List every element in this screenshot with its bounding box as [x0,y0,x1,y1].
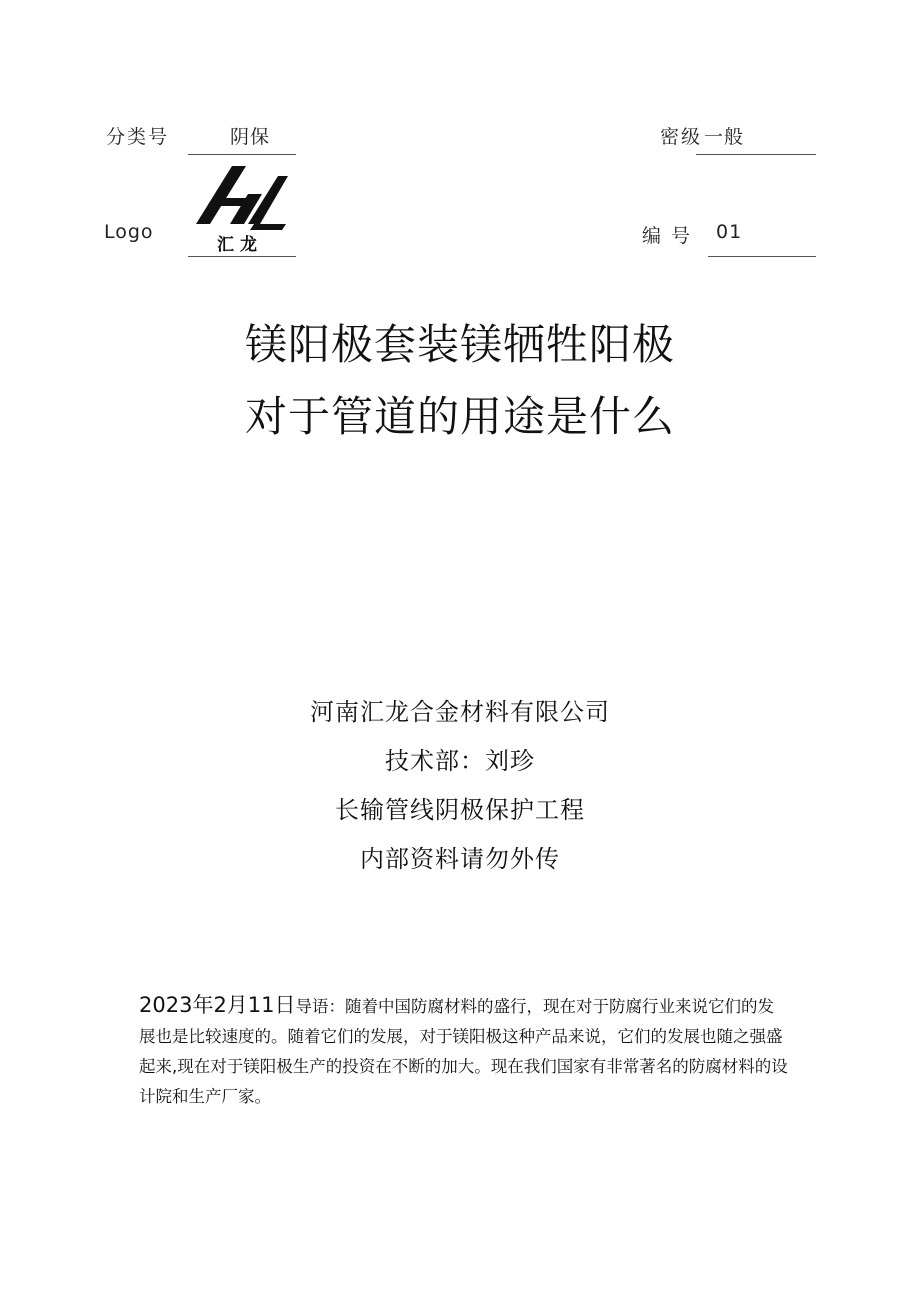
intro-text: 导语：随着中国防腐材料的盛行，现在对于防腐行业来说它们的发展也是比较速度的。随着它们的发展，对于镁阳极这种产品来说，它们的发展也随之强盛起来,现在对于镁阳极生产的投资在不断的加大。现在我们国家有非常著名的防腐材料的设计院和生产厂家。 [139,997,788,1106]
company-name: 河南汇龙合金材料有限公司 [310,698,610,726]
intro-date: 2023年2月11日 [139,993,296,1017]
logo-mark-icon [192,164,288,230]
company-logo [192,164,288,254]
document-title-line-2: 对于管道的用途是什么 [244,392,675,441]
classification-label: 分类号 [106,126,170,148]
classification-value: 阴保 [230,126,271,148]
intro-paragraph [139,990,789,1112]
project-name: 长输管线阴极保护工程 [335,796,585,824]
classification-underline [188,154,296,155]
logo-label: Logo [104,221,154,243]
logo-underline [188,256,296,257]
number-label: 编 号 [642,225,693,247]
confidentiality-notice: 内部资料请勿外传 [360,845,560,873]
number-underline [708,256,816,257]
secrecy-underline [696,154,816,155]
number-value: 01 [716,221,743,243]
secrecy-value: 一般 [704,126,745,148]
document-title-line-1: 镁阳极套装镁牺牲阳极 [244,320,675,369]
department-author: 技术部：刘珍 [385,747,535,775]
logo-text: 汇龙 [217,235,263,255]
secrecy-label: 密级 [660,126,703,148]
